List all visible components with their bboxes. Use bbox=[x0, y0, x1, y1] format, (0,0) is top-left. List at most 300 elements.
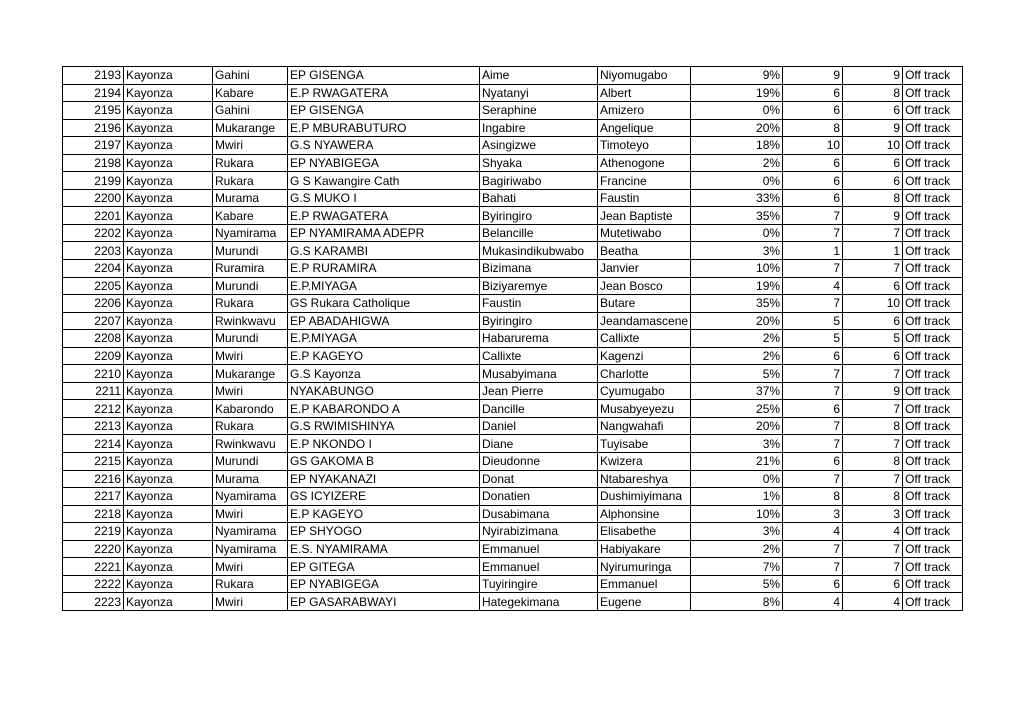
id-cell: 2198 bbox=[63, 154, 124, 172]
percent-cell: 35% bbox=[691, 295, 783, 313]
first-name-cell: Tuyiringire bbox=[480, 575, 598, 593]
id-cell: 2194 bbox=[63, 84, 124, 102]
school-cell: EP NYABIGEGA bbox=[288, 154, 480, 172]
status-cell: Off track bbox=[903, 365, 963, 383]
id-cell: 2199 bbox=[63, 172, 124, 190]
status-cell: Off track bbox=[903, 488, 963, 506]
first-name-cell: Faustin bbox=[480, 295, 598, 313]
table-row bbox=[63, 189, 963, 207]
score-a-cell: 6 bbox=[783, 453, 843, 471]
last-name-cell: Butare bbox=[598, 295, 691, 313]
last-name-cell: Faustin bbox=[598, 189, 691, 207]
table-row bbox=[63, 365, 963, 383]
percent-cell: 5% bbox=[691, 575, 783, 593]
district-cell: Kayonza bbox=[124, 102, 213, 120]
score-b-cell: 6 bbox=[843, 277, 903, 295]
percent-cell: 25% bbox=[691, 400, 783, 418]
sector-cell: Murundi bbox=[213, 242, 288, 260]
score-b-cell: 4 bbox=[843, 523, 903, 541]
percent-cell: 19% bbox=[691, 84, 783, 102]
score-b-cell: 8 bbox=[843, 488, 903, 506]
first-name-cell: Daniel bbox=[480, 417, 598, 435]
school-cell: GS GAKOMA B bbox=[288, 453, 480, 471]
first-name-cell: Aime bbox=[480, 67, 598, 85]
id-cell: 2207 bbox=[63, 312, 124, 330]
first-name-cell: Callixte bbox=[480, 347, 598, 365]
school-cell: E.S. NYAMIRAMA bbox=[288, 540, 480, 558]
last-name-cell: Janvier bbox=[598, 260, 691, 278]
school-cell: E.P RWAGATERA bbox=[288, 84, 480, 102]
school-cell: GS ICYIZERE bbox=[288, 488, 480, 506]
school-cell: G.S KARAMBI bbox=[288, 242, 480, 260]
table-row bbox=[63, 242, 963, 260]
score-a-cell: 7 bbox=[783, 224, 843, 242]
id-cell: 2210 bbox=[63, 365, 124, 383]
id-cell: 2203 bbox=[63, 242, 124, 260]
status-cell: Off track bbox=[903, 575, 963, 593]
score-a-cell: 7 bbox=[783, 365, 843, 383]
score-a-cell: 6 bbox=[783, 154, 843, 172]
sector-cell: Mwiri bbox=[213, 137, 288, 155]
last-name-cell: Albert bbox=[598, 84, 691, 102]
id-cell: 2208 bbox=[63, 330, 124, 348]
score-b-cell: 8 bbox=[843, 189, 903, 207]
id-cell: 2218 bbox=[63, 505, 124, 523]
id-cell: 2204 bbox=[63, 260, 124, 278]
district-cell: Kayonza bbox=[124, 84, 213, 102]
last-name-cell: Callixte bbox=[598, 330, 691, 348]
table-row bbox=[63, 119, 963, 137]
percent-cell: 10% bbox=[691, 505, 783, 523]
sector-cell: Murama bbox=[213, 189, 288, 207]
first-name-cell: Dancille bbox=[480, 400, 598, 418]
sector-cell: Murundi bbox=[213, 330, 288, 348]
percent-cell: 37% bbox=[691, 382, 783, 400]
status-cell: Off track bbox=[903, 277, 963, 295]
last-name-cell: Niyomugabo bbox=[598, 67, 691, 85]
last-name-cell: Kwizera bbox=[598, 453, 691, 471]
sector-cell: Kabare bbox=[213, 84, 288, 102]
table-row bbox=[63, 470, 963, 488]
school-cell: E.P MBURABUTURO bbox=[288, 119, 480, 137]
first-name-cell: Ingabire bbox=[480, 119, 598, 137]
district-cell: Kayonza bbox=[124, 207, 213, 225]
first-name-cell: Donat bbox=[480, 470, 598, 488]
district-cell: Kayonza bbox=[124, 330, 213, 348]
first-name-cell: Donatien bbox=[480, 488, 598, 506]
table-row bbox=[63, 417, 963, 435]
score-a-cell: 7 bbox=[783, 417, 843, 435]
percent-cell: 7% bbox=[691, 558, 783, 576]
percent-cell: 3% bbox=[691, 523, 783, 541]
score-b-cell: 7 bbox=[843, 400, 903, 418]
status-cell: Off track bbox=[903, 207, 963, 225]
school-cell: EP SHYOGO bbox=[288, 523, 480, 541]
district-cell: Kayonza bbox=[124, 470, 213, 488]
status-cell: Off track bbox=[903, 154, 963, 172]
table-row bbox=[63, 523, 963, 541]
last-name-cell: Beatha bbox=[598, 242, 691, 260]
sector-cell: Ruramira bbox=[213, 260, 288, 278]
first-name-cell: Mukasindikubwabo bbox=[480, 242, 598, 260]
score-a-cell: 7 bbox=[783, 260, 843, 278]
table-row bbox=[63, 67, 963, 85]
district-cell: Kayonza bbox=[124, 382, 213, 400]
percent-cell: 33% bbox=[691, 189, 783, 207]
score-b-cell: 7 bbox=[843, 365, 903, 383]
district-cell: Kayonza bbox=[124, 224, 213, 242]
table-row bbox=[63, 540, 963, 558]
percent-cell: 8% bbox=[691, 593, 783, 611]
status-cell: Off track bbox=[903, 558, 963, 576]
sector-cell: Gahini bbox=[213, 67, 288, 85]
last-name-cell: Dushimiyimana bbox=[598, 488, 691, 506]
school-cell: EP GISENGA bbox=[288, 102, 480, 120]
district-cell: Kayonza bbox=[124, 540, 213, 558]
id-cell: 2219 bbox=[63, 523, 124, 541]
percent-cell: 2% bbox=[691, 330, 783, 348]
sector-cell: Mwiri bbox=[213, 558, 288, 576]
district-cell: Kayonza bbox=[124, 400, 213, 418]
score-a-cell: 10 bbox=[783, 137, 843, 155]
school-cell: E.P.MIYAGA bbox=[288, 277, 480, 295]
school-cell: G S Kawangire Cath bbox=[288, 172, 480, 190]
district-cell: Kayonza bbox=[124, 347, 213, 365]
id-cell: 2213 bbox=[63, 417, 124, 435]
school-cell: EP GITEGA bbox=[288, 558, 480, 576]
id-cell: 2206 bbox=[63, 295, 124, 313]
first-name-cell: Dieudonne bbox=[480, 453, 598, 471]
sector-cell: Nyamirama bbox=[213, 523, 288, 541]
score-b-cell: 7 bbox=[843, 558, 903, 576]
school-cell: GS Rukara Catholique bbox=[288, 295, 480, 313]
district-cell: Kayonza bbox=[124, 417, 213, 435]
last-name-cell: Tuyisabe bbox=[598, 435, 691, 453]
percent-cell: 21% bbox=[691, 453, 783, 471]
school-cell: E.P KAGEYO bbox=[288, 505, 480, 523]
district-cell: Kayonza bbox=[124, 523, 213, 541]
percent-cell: 19% bbox=[691, 277, 783, 295]
score-b-cell: 7 bbox=[843, 540, 903, 558]
first-name-cell: Biziyaremye bbox=[480, 277, 598, 295]
sector-cell: Mwiri bbox=[213, 347, 288, 365]
sector-cell: Murundi bbox=[213, 277, 288, 295]
table-row bbox=[63, 154, 963, 172]
score-a-cell: 8 bbox=[783, 488, 843, 506]
id-cell: 2195 bbox=[63, 102, 124, 120]
district-cell: Kayonza bbox=[124, 365, 213, 383]
last-name-cell: Alphonsine bbox=[598, 505, 691, 523]
first-name-cell: Belancille bbox=[480, 224, 598, 242]
score-b-cell: 10 bbox=[843, 137, 903, 155]
score-b-cell: 7 bbox=[843, 260, 903, 278]
status-cell: Off track bbox=[903, 260, 963, 278]
district-cell: Kayonza bbox=[124, 277, 213, 295]
id-cell: 2220 bbox=[63, 540, 124, 558]
table-row bbox=[63, 382, 963, 400]
id-cell: 2193 bbox=[63, 67, 124, 85]
table-row bbox=[63, 172, 963, 190]
table-row bbox=[63, 347, 963, 365]
status-cell: Off track bbox=[903, 593, 963, 611]
status-cell: Off track bbox=[903, 330, 963, 348]
percent-cell: 0% bbox=[691, 172, 783, 190]
score-b-cell: 6 bbox=[843, 312, 903, 330]
status-cell: Off track bbox=[903, 417, 963, 435]
status-cell: Off track bbox=[903, 400, 963, 418]
score-a-cell: 1 bbox=[783, 242, 843, 260]
last-name-cell: Charlotte bbox=[598, 365, 691, 383]
table-row bbox=[63, 593, 963, 611]
table-row bbox=[63, 453, 963, 471]
sector-cell: Kabarondo bbox=[213, 400, 288, 418]
score-b-cell: 9 bbox=[843, 119, 903, 137]
score-a-cell: 7 bbox=[783, 295, 843, 313]
score-a-cell: 7 bbox=[783, 558, 843, 576]
table-row bbox=[63, 435, 963, 453]
score-a-cell: 5 bbox=[783, 312, 843, 330]
district-cell: Kayonza bbox=[124, 119, 213, 137]
school-cell: G.S RWIMISHINYA bbox=[288, 417, 480, 435]
percent-cell: 20% bbox=[691, 417, 783, 435]
score-b-cell: 8 bbox=[843, 417, 903, 435]
percent-cell: 2% bbox=[691, 347, 783, 365]
id-cell: 2223 bbox=[63, 593, 124, 611]
district-cell: Kayonza bbox=[124, 312, 213, 330]
last-name-cell: Mutetiwabo bbox=[598, 224, 691, 242]
district-cell: Kayonza bbox=[124, 172, 213, 190]
sector-cell: Mwiri bbox=[213, 382, 288, 400]
last-name-cell: Musabyeyezu bbox=[598, 400, 691, 418]
school-cell: E.P KABARONDO A bbox=[288, 400, 480, 418]
district-cell: Kayonza bbox=[124, 488, 213, 506]
id-cell: 2196 bbox=[63, 119, 124, 137]
first-name-cell: Emmanuel bbox=[480, 540, 598, 558]
table-row bbox=[63, 400, 963, 418]
district-cell: Kayonza bbox=[124, 505, 213, 523]
last-name-cell: Ntabareshya bbox=[598, 470, 691, 488]
sector-cell: Mwiri bbox=[213, 593, 288, 611]
status-cell: Off track bbox=[903, 540, 963, 558]
school-cell: E.P.MIYAGA bbox=[288, 330, 480, 348]
table-row bbox=[63, 224, 963, 242]
school-cell: EP ABADAHIGWA bbox=[288, 312, 480, 330]
score-b-cell: 6 bbox=[843, 154, 903, 172]
sector-cell: Mwiri bbox=[213, 505, 288, 523]
last-name-cell: Kagenzi bbox=[598, 347, 691, 365]
first-name-cell: Diane bbox=[480, 435, 598, 453]
district-cell: Kayonza bbox=[124, 453, 213, 471]
last-name-cell: Habiyakare bbox=[598, 540, 691, 558]
first-name-cell: Bizimana bbox=[480, 260, 598, 278]
sector-cell: Murama bbox=[213, 470, 288, 488]
id-cell: 2216 bbox=[63, 470, 124, 488]
percent-cell: 2% bbox=[691, 154, 783, 172]
score-b-cell: 6 bbox=[843, 102, 903, 120]
district-cell: Kayonza bbox=[124, 295, 213, 313]
percent-cell: 0% bbox=[691, 470, 783, 488]
table-row bbox=[63, 84, 963, 102]
score-a-cell: 4 bbox=[783, 593, 843, 611]
percent-cell: 35% bbox=[691, 207, 783, 225]
first-name-cell: Jean Pierre bbox=[480, 382, 598, 400]
score-a-cell: 6 bbox=[783, 172, 843, 190]
percent-cell: 0% bbox=[691, 224, 783, 242]
district-cell: Kayonza bbox=[124, 137, 213, 155]
score-b-cell: 7 bbox=[843, 470, 903, 488]
last-name-cell: Jean Bosco bbox=[598, 277, 691, 295]
status-cell: Off track bbox=[903, 242, 963, 260]
first-name-cell: Nyirabizimana bbox=[480, 523, 598, 541]
school-cell: E.P RURAMIRA bbox=[288, 260, 480, 278]
last-name-cell: Emmanuel bbox=[598, 575, 691, 593]
status-cell: Off track bbox=[903, 295, 963, 313]
id-cell: 2215 bbox=[63, 453, 124, 471]
percent-cell: 3% bbox=[691, 242, 783, 260]
id-cell: 2200 bbox=[63, 189, 124, 207]
first-name-cell: Shyaka bbox=[480, 154, 598, 172]
table-row bbox=[63, 207, 963, 225]
sector-cell: Rukara bbox=[213, 172, 288, 190]
status-cell: Off track bbox=[903, 347, 963, 365]
id-cell: 2221 bbox=[63, 558, 124, 576]
school-cell: EP NYAKANAZI bbox=[288, 470, 480, 488]
district-cell: Kayonza bbox=[124, 435, 213, 453]
status-cell: Off track bbox=[903, 382, 963, 400]
score-b-cell: 4 bbox=[843, 593, 903, 611]
id-cell: 2197 bbox=[63, 137, 124, 155]
id-cell: 2212 bbox=[63, 400, 124, 418]
score-b-cell: 5 bbox=[843, 330, 903, 348]
status-cell: Off track bbox=[903, 312, 963, 330]
last-name-cell: Francine bbox=[598, 172, 691, 190]
score-b-cell: 8 bbox=[843, 453, 903, 471]
table-row bbox=[63, 558, 963, 576]
percent-cell: 10% bbox=[691, 260, 783, 278]
last-name-cell: Elisabethe bbox=[598, 523, 691, 541]
school-cell: G.S MUKO I bbox=[288, 189, 480, 207]
score-a-cell: 4 bbox=[783, 277, 843, 295]
last-name-cell: Angelique bbox=[598, 119, 691, 137]
id-cell: 2222 bbox=[63, 575, 124, 593]
score-a-cell: 9 bbox=[783, 67, 843, 85]
score-a-cell: 7 bbox=[783, 540, 843, 558]
table-row bbox=[63, 488, 963, 506]
id-cell: 2201 bbox=[63, 207, 124, 225]
score-a-cell: 3 bbox=[783, 505, 843, 523]
last-name-cell: Athenogone bbox=[598, 154, 691, 172]
score-a-cell: 6 bbox=[783, 347, 843, 365]
first-name-cell: Byiringiro bbox=[480, 312, 598, 330]
score-b-cell: 9 bbox=[843, 382, 903, 400]
school-cell: G.S NYAWERA bbox=[288, 137, 480, 155]
id-cell: 2209 bbox=[63, 347, 124, 365]
score-a-cell: 6 bbox=[783, 575, 843, 593]
score-b-cell: 7 bbox=[843, 224, 903, 242]
score-b-cell: 10 bbox=[843, 295, 903, 313]
district-cell: Kayonza bbox=[124, 154, 213, 172]
status-cell: Off track bbox=[903, 102, 963, 120]
status-cell: Off track bbox=[903, 67, 963, 85]
school-cell: EP NYAMIRAMA ADEPR bbox=[288, 224, 480, 242]
district-cell: Kayonza bbox=[124, 242, 213, 260]
status-cell: Off track bbox=[903, 224, 963, 242]
percent-cell: 3% bbox=[691, 435, 783, 453]
score-a-cell: 5 bbox=[783, 330, 843, 348]
last-name-cell: Eugene bbox=[598, 593, 691, 611]
school-cell: EP NYABIGEGA bbox=[288, 575, 480, 593]
percent-cell: 5% bbox=[691, 365, 783, 383]
last-name-cell: Nyirumuringa bbox=[598, 558, 691, 576]
first-name-cell: Musabyimana bbox=[480, 365, 598, 383]
first-name-cell: Bahati bbox=[480, 189, 598, 207]
first-name-cell: Seraphine bbox=[480, 102, 598, 120]
sector-cell: Gahini bbox=[213, 102, 288, 120]
table-row bbox=[63, 505, 963, 523]
id-cell: 2205 bbox=[63, 277, 124, 295]
score-a-cell: 6 bbox=[783, 189, 843, 207]
percent-cell: 18% bbox=[691, 137, 783, 155]
id-cell: 2217 bbox=[63, 488, 124, 506]
first-name-cell: Asingizwe bbox=[480, 137, 598, 155]
sector-cell: Rukara bbox=[213, 154, 288, 172]
percent-cell: 9% bbox=[691, 67, 783, 85]
score-a-cell: 8 bbox=[783, 119, 843, 137]
sector-cell: Rwinkwavu bbox=[213, 312, 288, 330]
status-cell: Off track bbox=[903, 172, 963, 190]
id-cell: 2211 bbox=[63, 382, 124, 400]
score-b-cell: 6 bbox=[843, 575, 903, 593]
table-row bbox=[63, 330, 963, 348]
district-cell: Kayonza bbox=[124, 558, 213, 576]
score-a-cell: 6 bbox=[783, 84, 843, 102]
sector-cell: Kabare bbox=[213, 207, 288, 225]
district-cell: Kayonza bbox=[124, 575, 213, 593]
percent-cell: 20% bbox=[691, 119, 783, 137]
first-name-cell: Byiringiro bbox=[480, 207, 598, 225]
percent-cell: 2% bbox=[691, 540, 783, 558]
school-cell: NYAKABUNGO bbox=[288, 382, 480, 400]
data-table bbox=[62, 66, 963, 611]
district-cell: Kayonza bbox=[124, 189, 213, 207]
first-name-cell: Nyatanyi bbox=[480, 84, 598, 102]
sector-cell: Nyamirama bbox=[213, 224, 288, 242]
school-cell: G.S Kayonza bbox=[288, 365, 480, 383]
percent-cell: 0% bbox=[691, 102, 783, 120]
last-name-cell: Jean Baptiste bbox=[598, 207, 691, 225]
school-cell: E.P KAGEYO bbox=[288, 347, 480, 365]
status-cell: Off track bbox=[903, 435, 963, 453]
status-cell: Off track bbox=[903, 453, 963, 471]
sector-cell: Rwinkwavu bbox=[213, 435, 288, 453]
last-name-cell: Timoteyo bbox=[598, 137, 691, 155]
score-a-cell: 4 bbox=[783, 523, 843, 541]
first-name-cell: Emmanuel bbox=[480, 558, 598, 576]
last-name-cell: Jeandamascene bbox=[598, 312, 691, 330]
table-row bbox=[63, 575, 963, 593]
percent-cell: 1% bbox=[691, 488, 783, 506]
status-cell: Off track bbox=[903, 189, 963, 207]
table-row bbox=[63, 102, 963, 120]
score-b-cell: 7 bbox=[843, 435, 903, 453]
percent-cell: 20% bbox=[691, 312, 783, 330]
district-cell: Kayonza bbox=[124, 67, 213, 85]
score-b-cell: 8 bbox=[843, 84, 903, 102]
score-a-cell: 7 bbox=[783, 382, 843, 400]
score-b-cell: 6 bbox=[843, 347, 903, 365]
score-b-cell: 6 bbox=[843, 172, 903, 190]
table-row bbox=[63, 277, 963, 295]
